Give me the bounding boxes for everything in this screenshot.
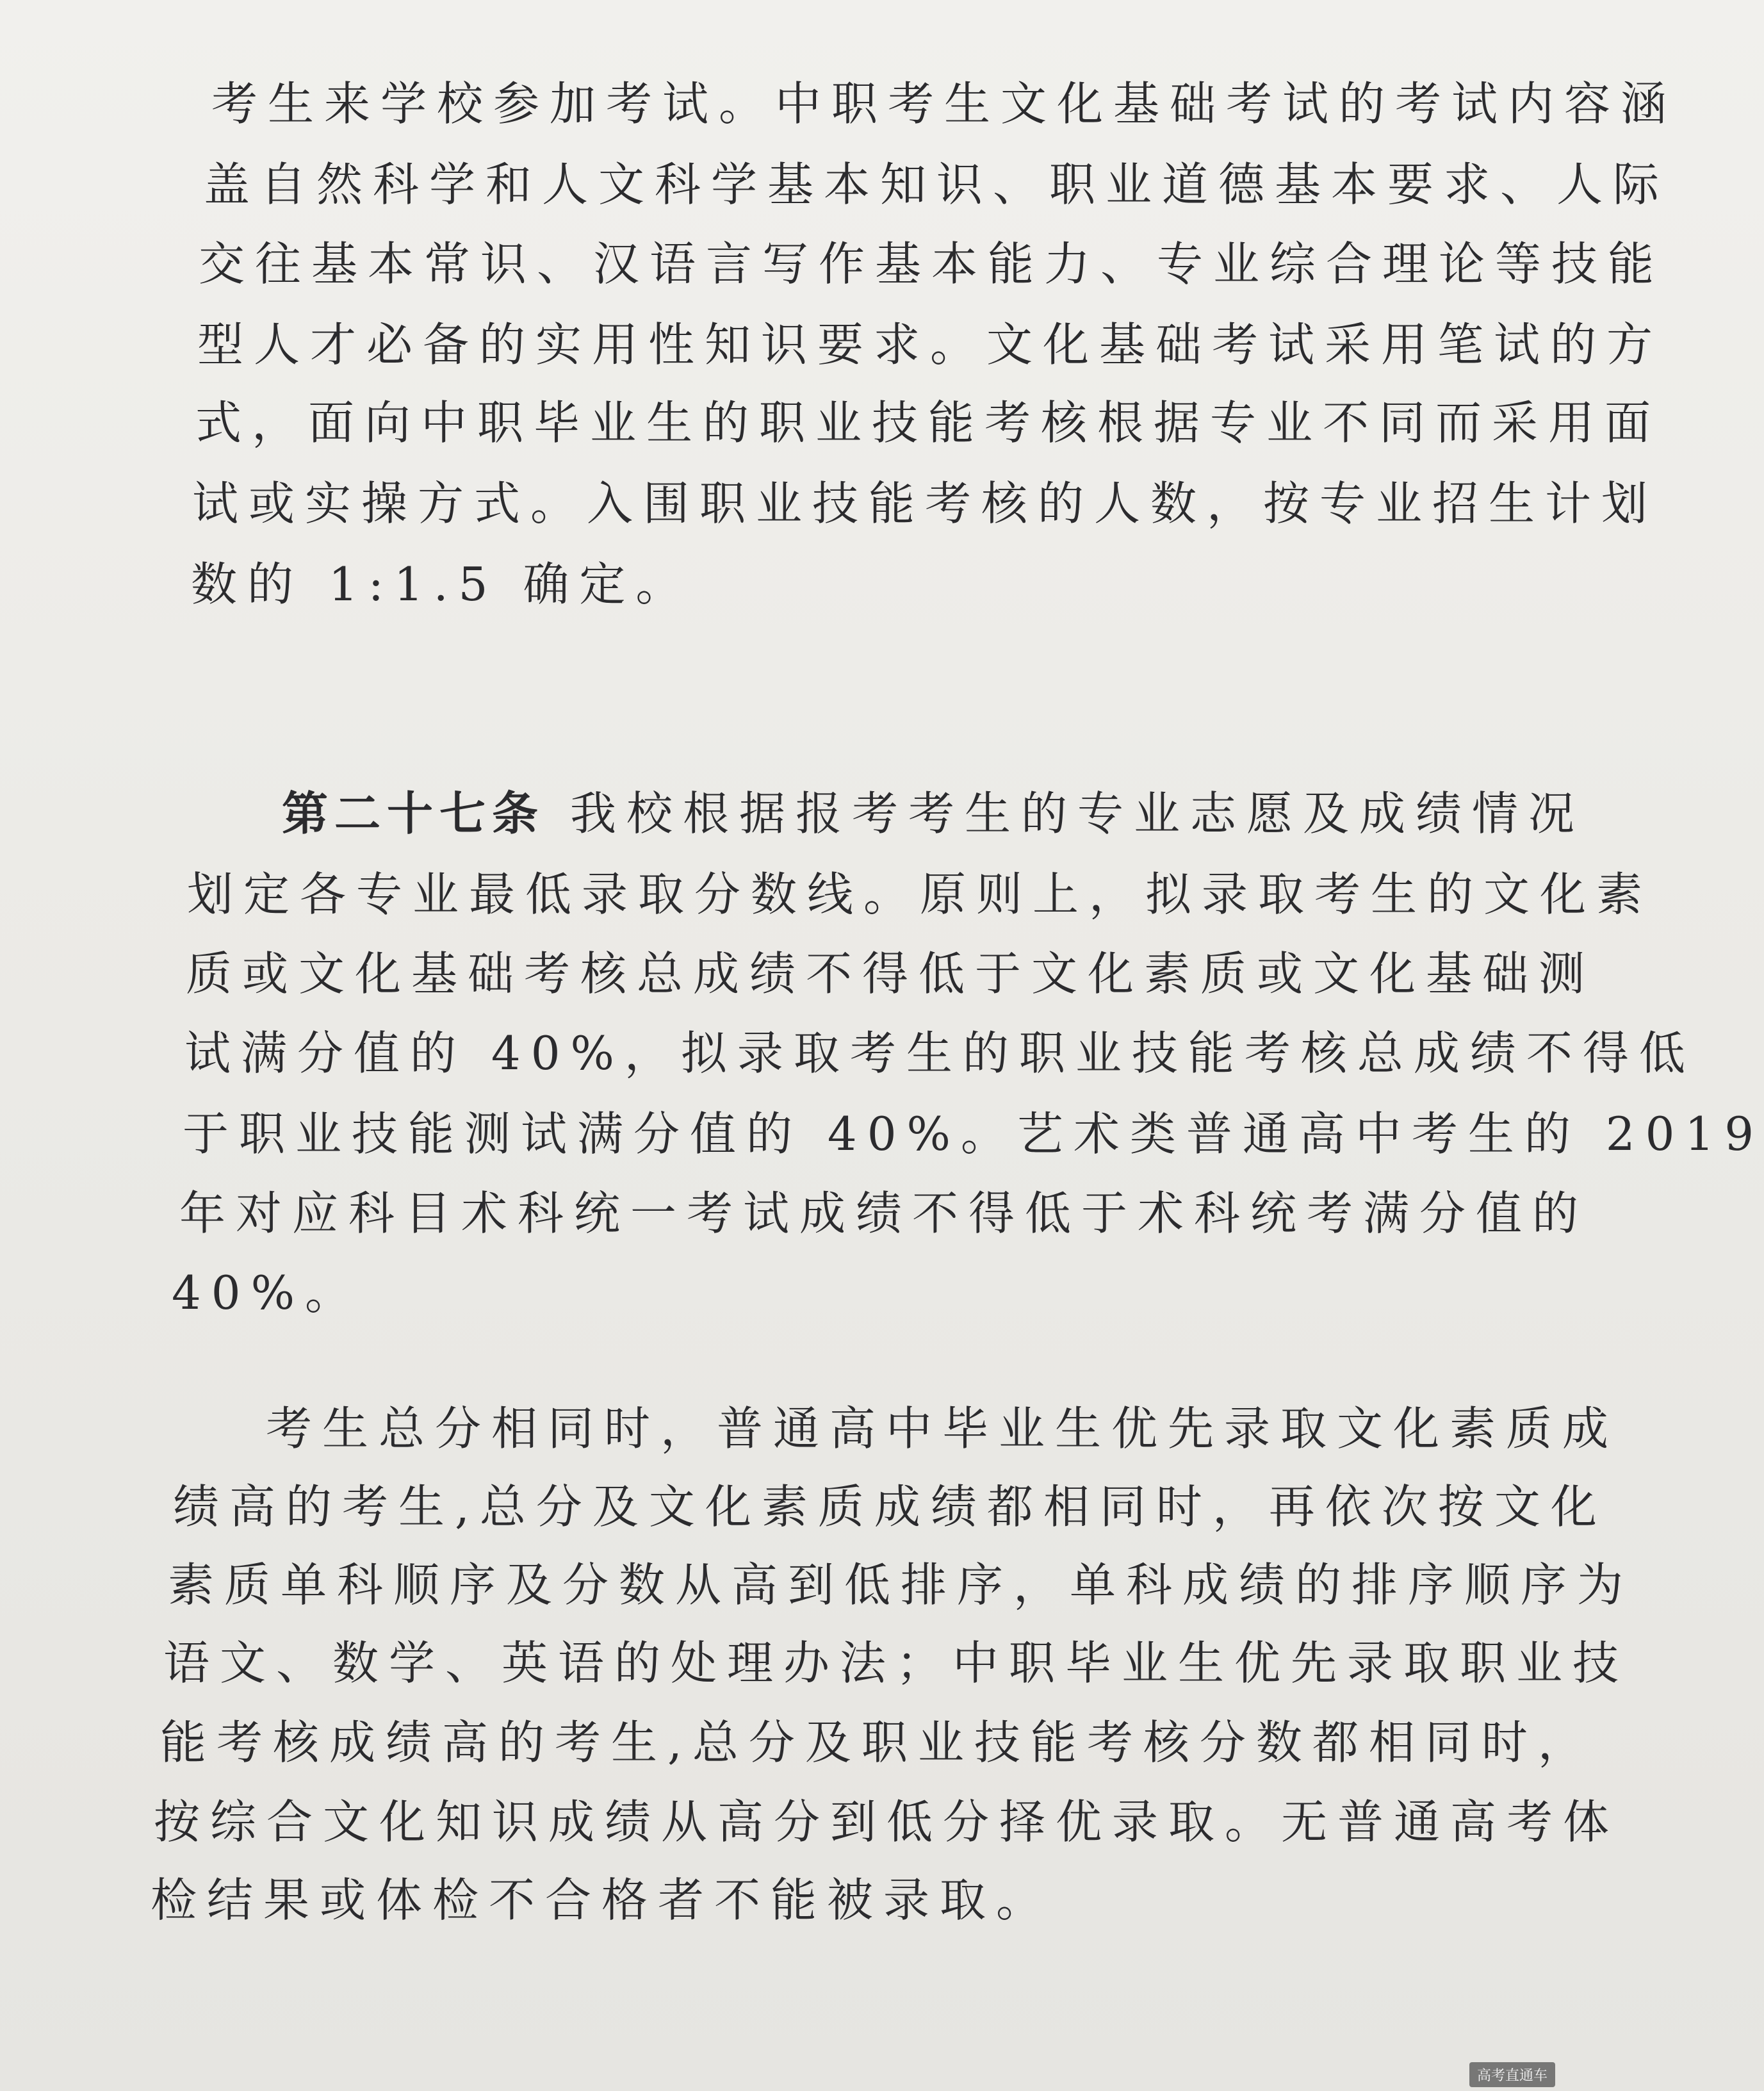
paragraph-1-line-6: 试或实操方式。入围职业技能考核的人数，按专业招生计划 xyxy=(192,477,1658,530)
article-27-line-3: 质或文化基础考核总成绩不得低于文化素质或文化基础测 xyxy=(186,947,1596,1001)
paragraph-3-line-5: 能考核成绩高的考生,总分及职业技能考核分数都相同时， xyxy=(160,1716,1594,1769)
paragraph-3-line-6: 按综合文化知识成绩从高分到低分择优录取。无普通高考体 xyxy=(154,1795,1620,1849)
paragraph-3-line-4: 语文、数学、英语的处理办法；中职毕业生优先录取职业技 xyxy=(163,1636,1629,1690)
watermark: 高考直通车 xyxy=(1469,2062,1555,2087)
article-27-line-2: 划定各专业最低录取分数线。原则上，拟录取考生的文化素 xyxy=(187,867,1653,921)
paragraph-1-line-5: 式，面向中职毕业生的职业技能考核根据专业不同而采用面 xyxy=(195,396,1662,450)
article-27-first-line-text: 我校根据报考考生的专业志愿及成绩情况 xyxy=(570,787,1585,840)
article-27-label: 第二十七条 xyxy=(282,787,545,840)
paragraph-3-line-1: 考生总分相同时，普通高中毕业生优先录取文化素质成 xyxy=(266,1402,1619,1456)
paragraph-3-line-3: 素质单科顺序及分数从高到低排序，单科成绩的排序顺序为 xyxy=(168,1558,1634,1612)
article-27-line-6: 年对应科目术科统一考试成绩不得低于术科统考满分值的 xyxy=(179,1186,1589,1240)
paragraph-1-line-4: 型人才必备的实用性知识要求。文化基础考试采用笔试的方 xyxy=(197,318,1663,372)
article-27-line-7: 40%。 xyxy=(172,1266,362,1320)
article-27-line-1 xyxy=(282,782,1585,846)
paragraph-1-line-2: 盖自然科学和人文科学基本知识、职业道德基本要求、人际 xyxy=(204,158,1670,211)
paragraph-3-line-7: 检结果或体检不合格者不能被录取。 xyxy=(151,1873,1053,1927)
paragraph-1-line-7: 数的 1:1.5 确定。 xyxy=(191,557,692,611)
paragraph-3-line-2: 绩高的考生,总分及文化素质成绩都相同时，再依次按文化 xyxy=(173,1480,1607,1534)
article-27-line-5: 于职业技能测试满分值的 40%。艺术类普通高中考生的 2019 xyxy=(183,1107,1764,1161)
paragraph-1-line-3: 交往基本常识、汉语言写作基本能力、专业综合理论等技能 xyxy=(199,237,1665,291)
article-27-line-4: 试满分值的 40%，拟录取考生的职业技能考核总成绩不得低 xyxy=(184,1026,1695,1080)
paragraph-1-line-1: 考生来学校参加考试。中职考生文化基础考试的考试内容涵 xyxy=(211,77,1678,131)
